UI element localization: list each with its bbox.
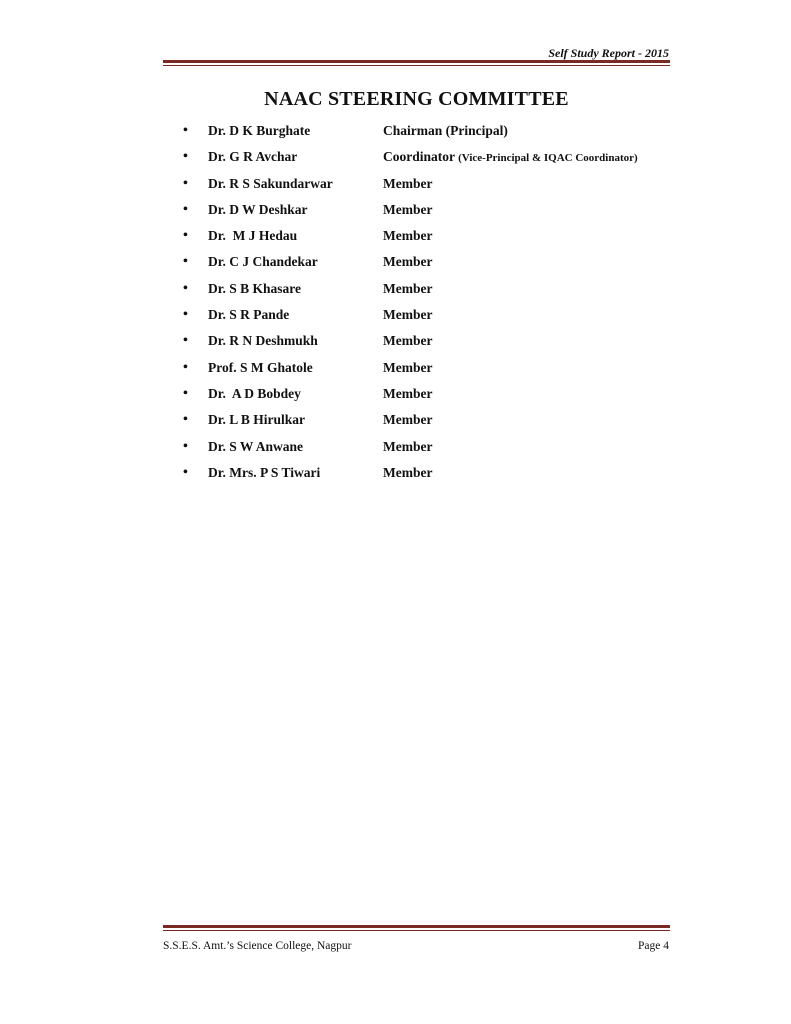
member-role-text: Member xyxy=(383,464,433,480)
member-name: Dr. G R Avchar xyxy=(208,149,298,165)
member-role-text: Member xyxy=(383,333,433,349)
member-role-text: Coordinator xyxy=(383,149,455,165)
member-name: Dr. D W Deshkar xyxy=(208,201,308,217)
bullet-icon: • xyxy=(183,280,188,296)
bullet-icon: • xyxy=(183,175,188,191)
member-role xyxy=(383,279,432,299)
member-name: Dr. A D Bobdey xyxy=(208,385,301,401)
page-heading-text: NAAC STEERING COMMITTEE xyxy=(264,88,569,110)
member-role-text: Member xyxy=(383,228,433,244)
member-name: Dr. C J Chandekar xyxy=(208,254,318,270)
member-role-text: Member xyxy=(383,175,433,191)
member-role xyxy=(383,384,432,404)
bullet-icon: • xyxy=(183,307,188,323)
bullet-icon: • xyxy=(183,385,188,401)
bullet-icon: • xyxy=(183,464,188,480)
member-role xyxy=(383,463,432,483)
footer-page-number: Page 4 xyxy=(638,940,669,952)
member-role xyxy=(383,437,432,457)
member-role xyxy=(383,147,638,168)
member-role xyxy=(383,226,432,246)
bullet-icon: • xyxy=(183,149,188,165)
bullet-icon: • xyxy=(183,123,188,138)
member-name: Dr. S B Khasare xyxy=(208,280,302,296)
member-role xyxy=(383,358,432,378)
bullet-icon: • xyxy=(183,201,188,217)
member-role-text: Member xyxy=(383,412,433,428)
bullet-icon: • xyxy=(183,412,188,428)
member-role-text: Member xyxy=(383,438,433,454)
member-role xyxy=(383,121,508,141)
member-role-text: Member xyxy=(383,201,433,217)
member-role xyxy=(383,305,432,325)
member-role-text: Member xyxy=(383,385,433,401)
member-role xyxy=(383,331,432,351)
member-role-text: Member xyxy=(383,359,433,375)
bullet-icon: • xyxy=(183,359,188,375)
bullet-icon: • xyxy=(183,333,188,349)
page-heading xyxy=(0,88,791,111)
member-name: Dr. M J Hedau xyxy=(208,228,298,244)
member-role xyxy=(383,174,432,194)
member-name: Dr. S W Anwane xyxy=(208,438,304,454)
member-name: Dr. R S Sakundarwar xyxy=(208,175,333,191)
page-header-title: Self Study Report - 2015 xyxy=(548,46,669,60)
member-role-text: Member xyxy=(383,280,433,296)
member-role-note: (Vice-Principal & IQAC Coordinator) xyxy=(458,152,638,165)
footer-institution: S.S.E.S. Amt.’s Science College, Nagpur xyxy=(163,940,352,952)
member-name: Dr. D K Burghate xyxy=(208,123,311,138)
bullet-icon: • xyxy=(183,438,188,454)
member-role xyxy=(383,200,432,220)
member-name: Dr. S R Pande xyxy=(208,307,290,323)
member-name: Dr. L B Hirulkar xyxy=(208,412,306,428)
bullet-icon: • xyxy=(183,228,188,244)
bullet-icon: • xyxy=(183,254,188,270)
member-role-text: Member xyxy=(383,307,433,323)
member-name: Dr. Mrs. P S Tiwari xyxy=(208,464,321,480)
footer-rule xyxy=(163,925,670,931)
member-name: Prof. S M Ghatole xyxy=(208,359,313,375)
member-role xyxy=(383,410,432,430)
member-role xyxy=(383,252,432,272)
member-role-text: Chairman (Principal) xyxy=(383,123,508,138)
member-name: Dr. R N Deshmukh xyxy=(208,333,318,349)
member-role-text: Member xyxy=(383,254,433,270)
header-rule xyxy=(163,60,670,66)
